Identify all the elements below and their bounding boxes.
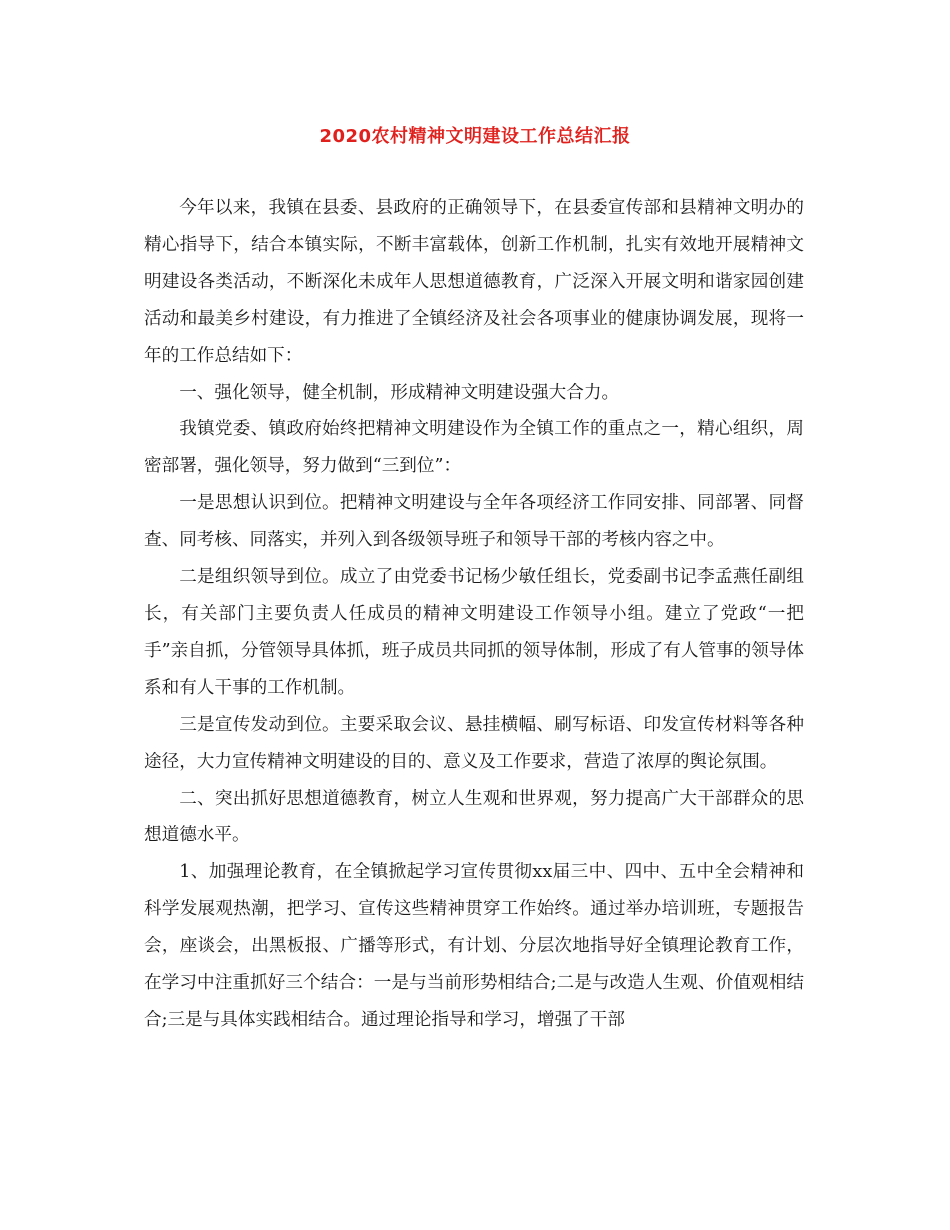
document-body [144, 190, 804, 1039]
paragraph-point-3: 三是宣传发动到位。主要采取会议、悬挂横幅、刷写标语、印发宣传材料等各种途径，大力宣传精神文明建设的目的、意义及工作要求，营造了浓厚的舆论氛围。 [144, 714, 804, 772]
paragraph-intro: 今年以来，我镇在县委、县政府的正确领导下，在县委宣传部和县精神文明办的精心指导下，结合本镇实际，不断丰富载体，创新工作机制，扎实有效地开展精神文明建设各类活动，不断深化未成年人思想道德教育，广泛深入开展文明和谐家园创建活动和最美乡村建设，有力推进了全镇经济及社会各项事业的健康协调发展，现将一年的工作总结如下： [144, 198, 804, 366]
section-heading-2: 二、突出抓好思想道德教育，树立人生观和世界观，努力提高广大干部群众的思想道德水平。 [144, 788, 804, 846]
document-title: 2020农村精神文明建设工作总结汇报 [319, 126, 631, 147]
paragraph-theory-education: 1、加强理论教育，在全镇掀起学习宣传贯彻xx届三中、四中、五中全会精神和科学发展观热潮，把学习、宣传这些精神贯穿工作始终。通过举办培训班，专题报告会，座谈会，出黑板报、广播等形式，有计划、分层次地指导好全镇理论教育工作，在学习中注重抓好三个结合：一是与当前形势相结合;二是与改造人生观、价值观相结合;三是与具体实践相结合。通过理论指导和学习，增强了干部 [144, 862, 804, 1030]
paragraph-point-1: 一是思想认识到位。把精神文明建设与全年各项经济工作同安排、同部署、同督查、同考核、同落实，并列入到各级领导班子和领导干部的考核内容之中。 [144, 493, 804, 551]
paragraph-point-2: 二是组织领导到位。成立了由党委书记杨少敏任组长，党委副书记李孟燕任副组长，有关部门主要负责人任成员的精神文明建设工作领导小组。建立了党政“一把手”亲自抓，分管领导具体抓，班子成员共同抓的领导体制，形成了有人管事的领导体系和有人干事的工作机制。 [144, 567, 804, 698]
section-heading-1: 一、强化领导，健全机制，形成精神文明建设强大合力。 [179, 382, 620, 403]
paragraph-section-1-intro: 我镇党委、镇政府始终把精神文明建设作为全镇工作的重点之一，精心组织，周密部署，强化领导，努力做到“三到位”： [144, 419, 804, 477]
